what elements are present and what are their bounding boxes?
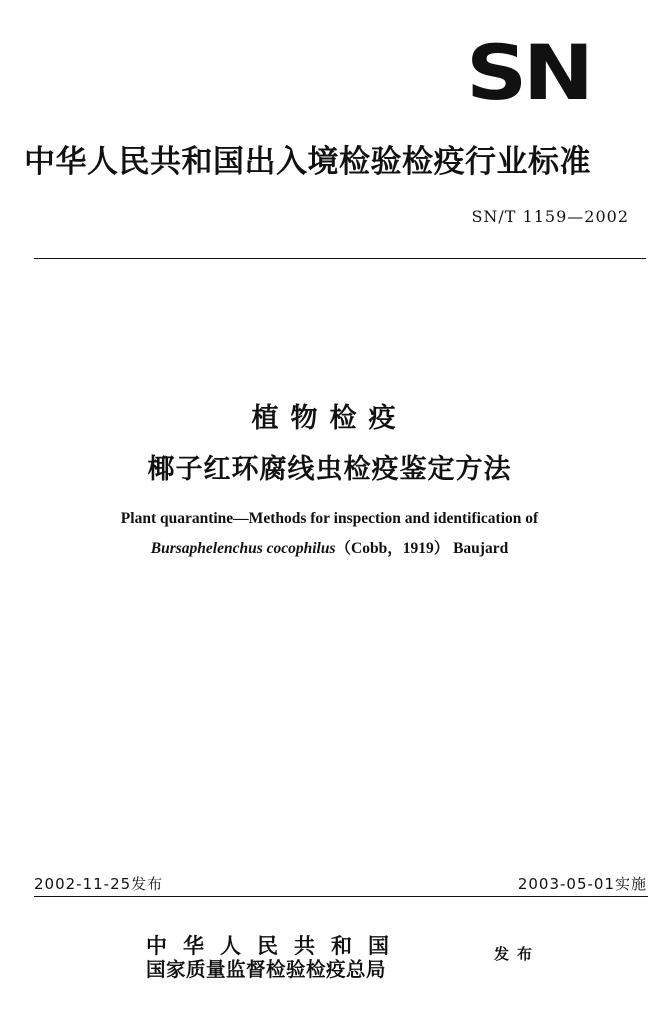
english-title-line1: Plant quarantine—Methods for inspection and identification of	[120, 510, 539, 527]
issuer-country: 中华人民共和国	[146, 933, 405, 958]
organization-title: 中华人民共和国出入境检验检疫行业标准	[24, 144, 591, 180]
implementation-date: 2003-05-01实施	[517, 875, 647, 893]
species-name: Bursaphelenchus cocophilus	[150, 540, 336, 557]
standard-number: SN/T 1159—2002	[471, 207, 629, 226]
footer-divider	[34, 896, 648, 897]
publish-label: 发布	[494, 945, 541, 963]
issuer-agency: 国家质量监督检验检疫总局	[146, 958, 387, 981]
issue-date: 2002-11-25发布	[34, 875, 164, 893]
document-title-main: 植物检疫	[251, 403, 408, 434]
species-authority: （Cobb，1919） Baujard	[335, 540, 509, 557]
english-title-line2	[0, 536, 659, 558]
header-divider	[34, 258, 646, 259]
document-title-sub: 椰子红环腐线虫检疫鉴定方法	[147, 454, 512, 485]
sn-logo: SN	[466, 28, 590, 117]
